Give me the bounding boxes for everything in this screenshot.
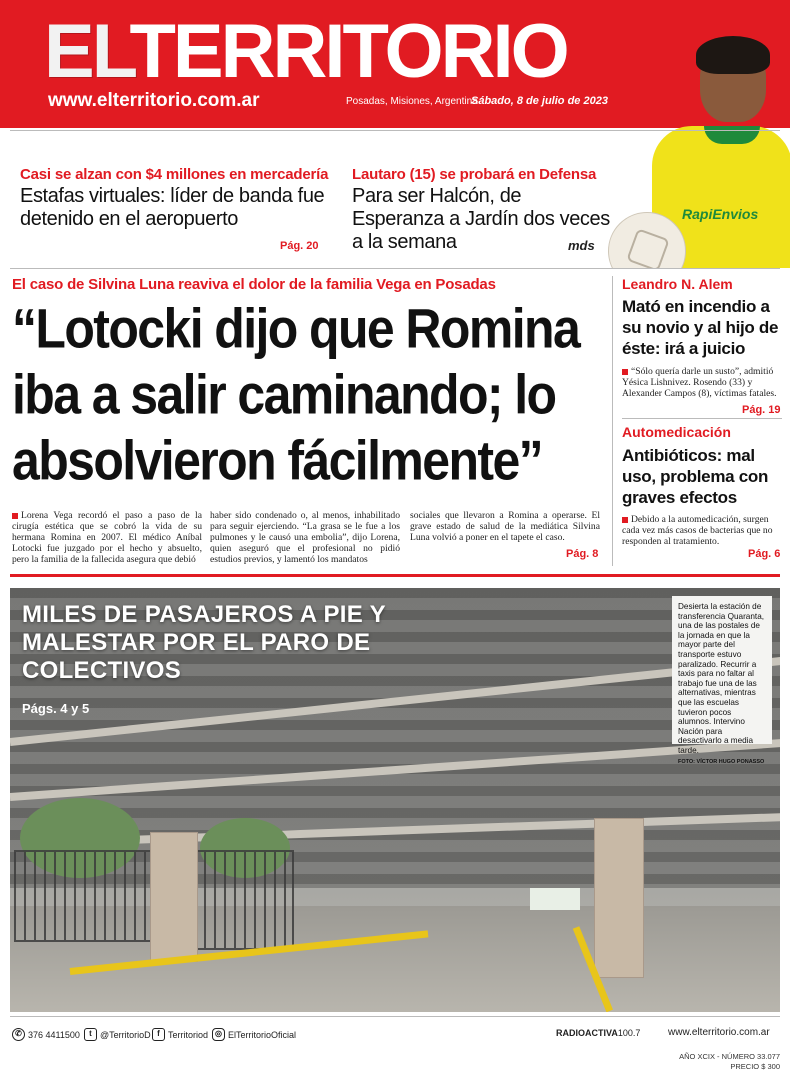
sidebar-1-body-text: “Sólo quería darle un susto”, admitió Yésica Lishnivez. Rosendo (33) y Alexander Campos (8), víctimas fatales. <box>622 366 777 399</box>
radio-frequency: 100.7 <box>617 1028 641 1038</box>
photo-story-headline[interactable]: MILES DE PASAJEROS A PIE Y MALESTAR POR EL PARO DE COLECTIVOS <box>22 601 386 684</box>
photo-caption-text: Desierta la estación de transferencia Quaranta, una de las postales de la jornada en que la mayor parte del transporte estuvo paralizado. Recurrir a taxis para no faltar al trabajo fue una de las alternativas, mientras que las escuelas tuvieron pocos alumnos. Intervino Nación para desactivarlo a media tarde. <box>678 602 765 755</box>
main-story-column-2 <box>210 510 400 565</box>
radio-brand[interactable] <box>556 1028 640 1038</box>
mds-badge: mds <box>568 238 595 253</box>
instagram-handle: ElTerritorioOficial <box>228 1029 297 1040</box>
facebook-handle: Territoriod <box>168 1029 209 1040</box>
player-hair <box>696 36 770 74</box>
edition-price: PRECIO $ 300 <box>730 1062 780 1071</box>
edition-number: AÑO XCIX - NÚMERO 33.077 <box>679 1052 780 1061</box>
main-story-column-1 <box>12 510 202 565</box>
instagram-contact[interactable] <box>212 1028 296 1041</box>
photo-story-page: Págs. 4 y 5 <box>22 701 90 716</box>
sidebar-1-page: Pág. 19 <box>742 404 781 416</box>
main-story-column-2-text: haber sido condenado o, al menos, inhabilitado para seguir ejerciendo. “La grasa se le fue a los pulmones y le causó una embolia”, dijo Lorena, quien aseguró que el profesional no pidió estudios previos, y lamentó los mandatos <box>210 510 400 565</box>
dateline-location: Posadas, Misiones, Argentina <box>346 96 478 107</box>
sidebar-2-body <box>622 514 782 547</box>
radio-name: RADIOACTIVA <box>556 1028 618 1038</box>
twitter-contact[interactable] <box>84 1028 151 1041</box>
edition-info <box>670 1052 780 1072</box>
brick-pillar <box>150 832 198 962</box>
dateline-date: Sábado, 8 de julio de 2023 <box>471 95 608 107</box>
section-red-rule <box>10 574 780 577</box>
jersey-sponsor: RapiEnvios <box>682 206 759 222</box>
sidebar-2-headline[interactable]: Antibióticos: mal uso, problema con graves efectos <box>622 446 769 507</box>
main-story-column-1-text: Lorena Vega recordó el paso a paso de la cirugía estética que se cobró la vida de su hermana Romina en 2007. El médico Aníbal Lotocki fue juzgado por el hecho y absuelto, pero la familia de la fallecida asegura que debió <box>12 510 202 565</box>
photo-credit: FOTO: VÍCTOR HUGO PONASSO <box>678 758 765 765</box>
sidebar-1-body <box>622 366 782 399</box>
teaser-1-headline[interactable]: Estafas virtuales: líder de banda fue detenido en el aeropuerto <box>20 185 325 230</box>
newspaper-logo[interactable] <box>44 6 567 98</box>
sidebar-separator <box>622 418 782 419</box>
bullet-square-icon <box>622 517 628 523</box>
twitter-icon: t <box>84 1028 97 1041</box>
sidebar-2-body-text: Debido a la automedicación, surgen cada vez más casos de bacterias que no responden al tratamiento. <box>622 514 773 547</box>
main-story-column-3-text: sociales que llevaron a Romina a operarse. El grave estado de salud de la mediática Silvina Luna volvió a poner en el tapete el caso. <box>410 510 600 543</box>
fence <box>194 850 294 950</box>
logo-el: EL <box>44 9 130 94</box>
teaser-1-page: Pág. 20 <box>280 240 319 252</box>
sidebar-2-kicker: Automedicación <box>622 424 731 440</box>
teaser-2-kicker: Lautaro (15) se probará en Defensa <box>352 166 597 183</box>
footer-divider <box>10 1016 780 1017</box>
main-story-kicker: El caso de Silvina Luna reaviva el dolor de la familia Vega en Posadas <box>12 276 496 293</box>
fence <box>14 850 154 942</box>
top-divider <box>10 130 780 131</box>
main-story-column-3 <box>410 510 600 543</box>
sidebar-1-kicker: Leandro N. Alem <box>622 276 733 292</box>
player-photo <box>608 26 790 268</box>
brick-pillar <box>594 818 644 978</box>
facebook-contact[interactable] <box>152 1028 208 1041</box>
site-url[interactable]: www.elterritorio.com.ar <box>48 90 260 111</box>
footer-url[interactable]: www.elterritorio.com.ar <box>668 1027 770 1038</box>
bullet-square-icon <box>12 513 18 519</box>
main-story-headline[interactable]: “Lotocki dijo que Romina iba a salir caminando; lo absolvieron fácilmente” <box>12 297 580 492</box>
twitter-handle: @TerritorioD <box>100 1029 151 1040</box>
sidebar-2-page: Pág. 6 <box>748 548 781 560</box>
bullet-square-icon <box>622 369 628 375</box>
teaser-2-headline[interactable]: Para ser Halcón, de Esperanza a Jardín dos veces a la semana <box>352 185 610 253</box>
sidebar-1-headline[interactable]: Mató en incendio a su novio y al hijo de éste: irá a juicio <box>622 297 779 358</box>
logo-territorio: TERRITORIO <box>129 9 567 94</box>
tunnel-light <box>530 888 580 910</box>
facebook-icon: f <box>152 1028 165 1041</box>
main-story-page: Pág. 8 <box>566 548 599 560</box>
whatsapp-number: 376 4411500 <box>28 1029 80 1040</box>
photo-caption <box>672 596 772 765</box>
whatsapp-icon: ✆ <box>12 1028 25 1041</box>
teaser-divider <box>10 268 780 269</box>
instagram-icon: ◎ <box>212 1028 225 1041</box>
whatsapp-contact[interactable] <box>12 1028 80 1041</box>
sidebar-divider <box>612 276 613 566</box>
teaser-1-kicker: Casi se alzan con $4 millones en mercadería <box>20 166 329 183</box>
